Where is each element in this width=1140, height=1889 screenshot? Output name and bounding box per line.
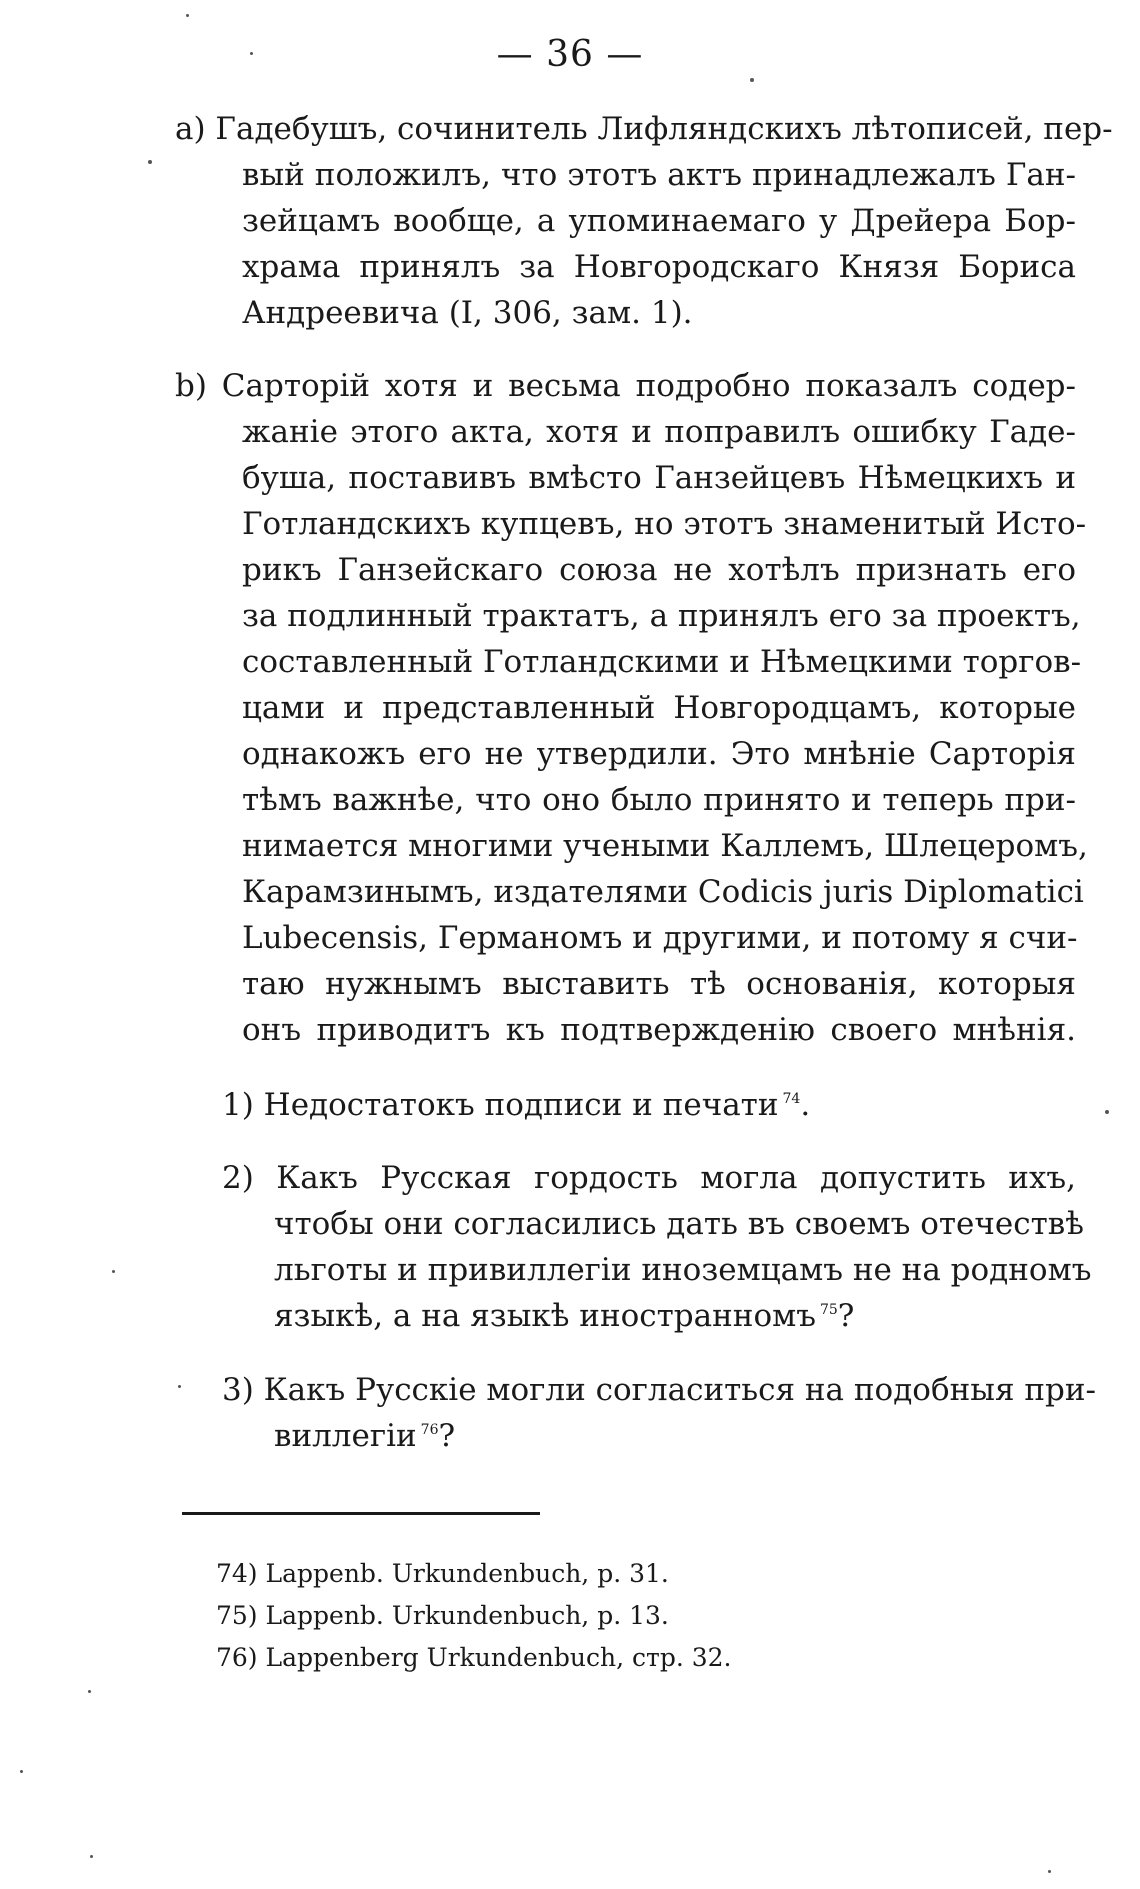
footnote-ref-76: 76 — [420, 1422, 439, 1438]
footnote-divider — [182, 1512, 540, 1515]
scan-speck — [750, 78, 754, 82]
scan-speck — [178, 1385, 181, 1388]
section-b-line-4: Готландскихъ купцевъ, но этотъ знаменитый Исто- — [242, 506, 1087, 542]
section-b-line-7: составленный Готландскими и Нѣмецкими торгов- — [242, 644, 1082, 680]
item-3-line-2 — [274, 1418, 456, 1454]
scan-speck — [88, 1690, 91, 1693]
section-a-line-5: Андреевича (I, 306, зам. 1). — [242, 295, 693, 331]
scan-speck — [1105, 1110, 1109, 1114]
page-number: — 36 — — [496, 34, 644, 75]
item-3-line-1: 3) Какъ Русскіе могли согласиться на подобныя при- — [222, 1372, 1097, 1408]
item-1-text: 1) Недостатокъ подписи и печати — [222, 1087, 779, 1123]
section-b-line-12: Карамзинымъ, издателями Codicis juris Diplomatici — [242, 874, 1084, 910]
section-b-line-6: за подлинный трактатъ, а принялъ его за проектъ, — [242, 598, 1081, 634]
footnote-74: 74) Lappenb. Urkundenbuch, p. 31. — [216, 1559, 669, 1588]
item-2-line-4 — [274, 1298, 855, 1334]
scan-speck — [20, 1770, 23, 1773]
item-2-line-2: чтобы они согласились дать въ своемъ отечествѣ — [274, 1206, 1084, 1242]
section-b-line-14: таю нужнымъ выставить тѣ основанія, которыя — [242, 966, 1076, 1002]
footnote-76: 76) Lappenberg Urkundenbuch, стр. 32. — [216, 1643, 732, 1672]
section-b-line-11: нимается многими учеными Каллемъ, Шлецеромъ, — [242, 828, 1088, 864]
scan-speck — [148, 160, 152, 164]
scan-speck — [186, 14, 189, 17]
item-1 — [222, 1087, 811, 1123]
section-b-line-15: онъ приводитъ къ подтвержденію своего мнѣнія. — [242, 1012, 1076, 1048]
scan-speck — [90, 1855, 93, 1858]
footnote-ref-75: 75 — [819, 1302, 838, 1318]
item-2-last-text: языкѣ, а на языкѣ иностранномъ — [274, 1298, 816, 1334]
item-1-end: . — [800, 1087, 811, 1123]
section-b-line-2: жаніе этого акта, хотя и поправилъ ошибку Гаде- — [242, 414, 1076, 450]
item-2-line-1: 2) Какъ Русская гордость могла допустить ихъ, — [222, 1160, 1076, 1196]
scan-speck — [112, 1270, 115, 1273]
section-a-line-2: вый положилъ, что этотъ актъ принадлежалъ Ган- — [242, 157, 1076, 193]
item-3-last-text: виллегіи — [274, 1418, 417, 1454]
section-b-line-13: Lubecensis, Германомъ и другими, и потому я счи- — [242, 920, 1078, 956]
item-2-end: ? — [837, 1298, 855, 1334]
section-b-line-9: однакожъ его не утвердили. Это мнѣніе Сарторія — [242, 736, 1076, 772]
section-b-line-5: рикъ Ганзейскаго союза не хотѣлъ признать его — [242, 552, 1076, 588]
section-b-line-10: тѣмъ важнѣе, что оно было принято и теперь при- — [242, 782, 1076, 818]
item-3-end: ? — [438, 1418, 456, 1454]
scan-speck — [1048, 1870, 1051, 1873]
section-a-line-4: храма принялъ за Новгородскаго Князя Бориса — [242, 249, 1076, 285]
section-a-line-1: а) Гадебушъ, сочинитель Лифляндскихъ лѣтописей, пер- — [175, 111, 1113, 147]
section-a-line-3: зейцамъ вообще, а упоминаемаго у Дрейера Бор- — [242, 203, 1076, 239]
footnote-ref-74: 74 — [782, 1091, 801, 1107]
section-b-line-8: цами и представленный Новгородцамъ, которые — [242, 690, 1076, 726]
scan-speck — [250, 52, 253, 55]
section-b-line-1: b) Сарторій хотя и весьма подробно показалъ содер- — [175, 368, 1076, 404]
section-b-line-3: буша, поставивъ вмѣсто Ганзейцевъ Нѣмецкихъ и — [242, 460, 1076, 496]
item-2-line-3: льготы и привиллегіи иноземцамъ не на родномъ — [274, 1252, 1092, 1288]
footnote-75: 75) Lappenb. Urkundenbuch, p. 13. — [216, 1601, 669, 1630]
